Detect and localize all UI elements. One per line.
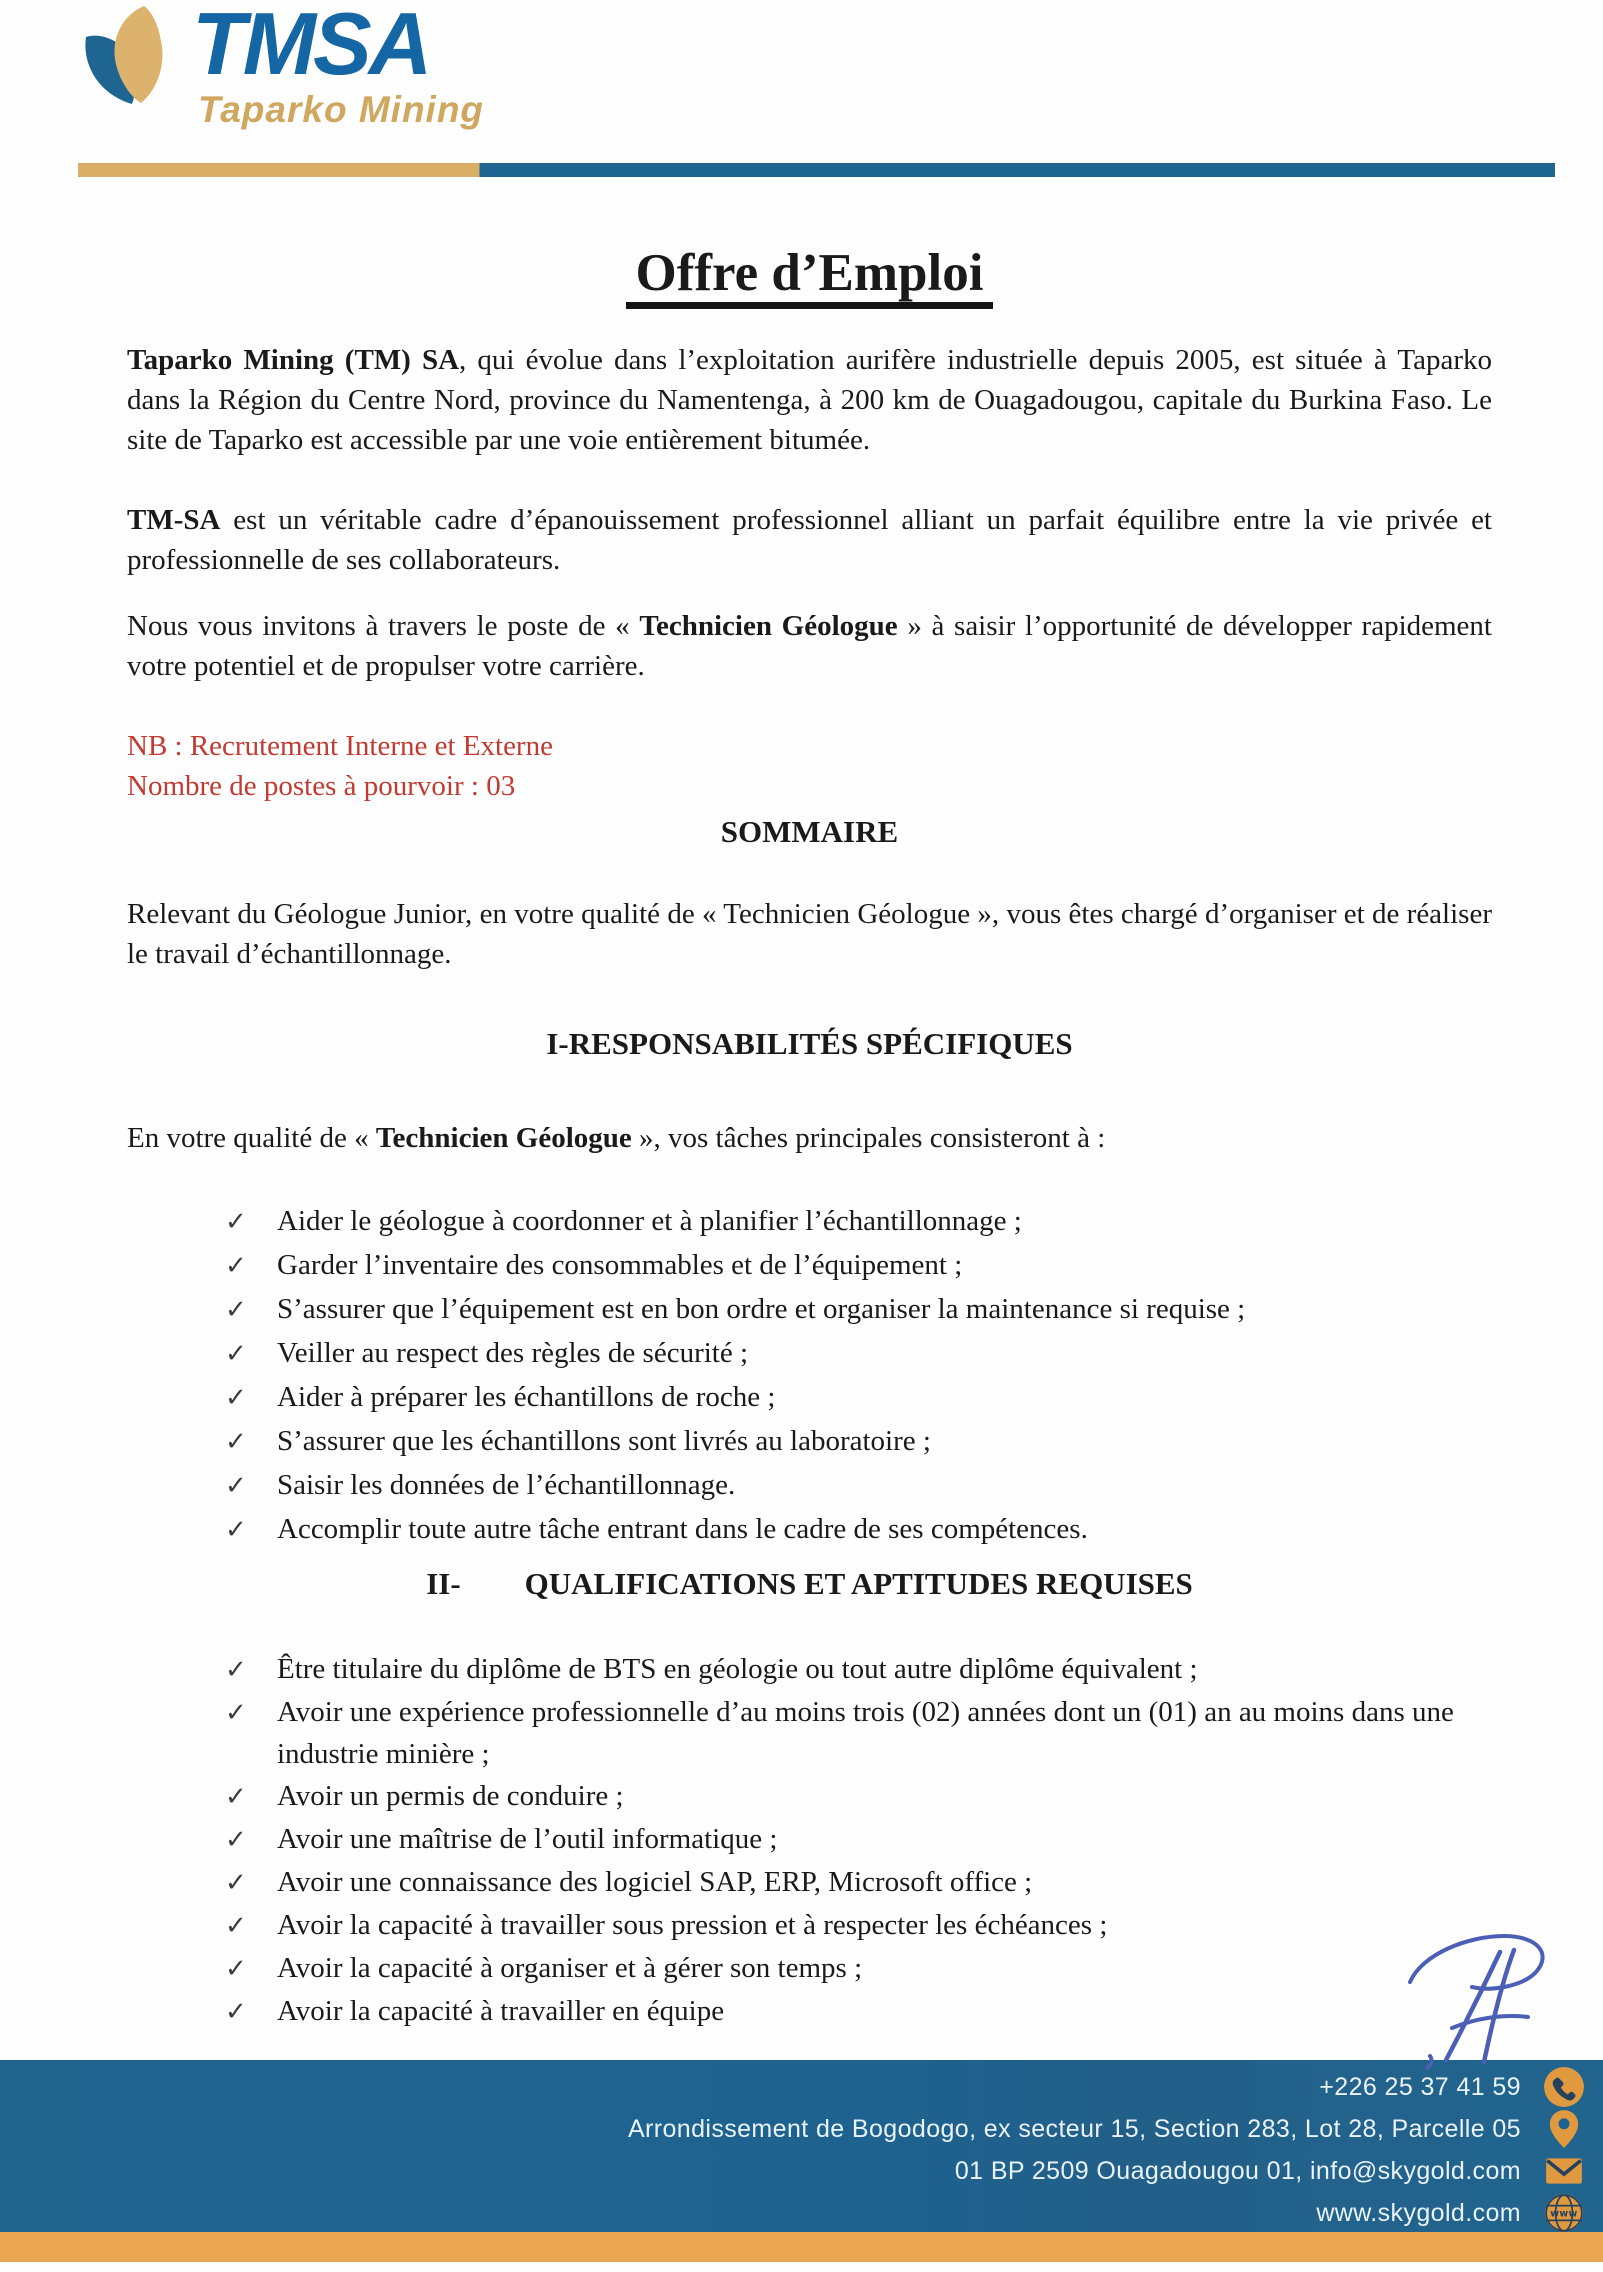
recruitment-note-line2: Nombre de postes à pourvoir : 03 <box>127 770 516 803</box>
footer-contact-bar <box>0 2060 1603 2232</box>
recruitment-note <box>127 726 1492 806</box>
website-label: www.skygold.com <box>1316 2198 1521 2227</box>
intro-paragraph <box>127 340 1492 460</box>
qualification-text: Être titulaire du diplôme de BTS en géologie ou tout autre diplôme équivalent ; <box>277 1653 1198 1686</box>
qualification-item <box>225 1990 1492 2033</box>
check-icon: ✓ <box>225 1655 247 1686</box>
check-icon: ✓ <box>225 1868 247 1899</box>
responsibilities-intro-pre: En votre qualité de « <box>127 1122 376 1155</box>
phone-label: +226 25 37 41 59 <box>1319 2072 1521 2101</box>
task-item <box>225 1288 1492 1332</box>
check-icon: ✓ <box>225 1698 247 1729</box>
qualification-text: Avoir la capacité à travailler sous pression et à respecter les échéances ; <box>277 1909 1108 1942</box>
check-icon: ✓ <box>225 1295 247 1326</box>
mail-icon <box>1543 2150 1585 2192</box>
task-item <box>225 1376 1492 1420</box>
intro-text: , qui évolue dans l’exploitation aurifère industrielle depuis 2005, est située à Taparko dans la Région du Centre Nord, province du Namentenga, à 200 km de Ouagadougou, capitale du Burkina Faso. Le site de Taparko est accessible par une voie entièrement bitumée. <box>127 344 1492 457</box>
footer-address-row <box>0 2108 1603 2150</box>
footer-website-row <box>0 2192 1603 2234</box>
company-name-bold: Taparko Mining (TM) SA <box>127 344 460 377</box>
task-item <box>225 1420 1492 1464</box>
qualification-text: Avoir la capacité à organiser et à gérer son temps ; <box>277 1952 863 1985</box>
qualification-text: Avoir une expérience professionnelle d’au moins trois (02) années dont un (01) an au moins dans une industrie minière ; <box>277 1696 1454 1771</box>
check-icon: ✓ <box>225 1383 247 1414</box>
invitation-post: » à saisir l’opportunité de développer rapidement votre potentiel et de propulser votre carrière. <box>127 610 1492 683</box>
qualification-item <box>225 1861 1492 1904</box>
qualification-item <box>225 1947 1492 1990</box>
invitation-pre: Nous vous invitons à travers le poste de « <box>127 610 640 643</box>
document-body <box>127 240 1492 2033</box>
check-icon: ✓ <box>225 1515 247 1546</box>
task-text: Aider à préparer les échantillons de roche ; <box>277 1381 776 1414</box>
task-item <box>225 1508 1492 1552</box>
sommaire-heading: SOMMAIRE <box>720 814 899 850</box>
task-item <box>225 1464 1492 1508</box>
address-label: Arrondissement de Bogodogo, ex secteur 15, Section 283, Lot 28, Parcelle 05 <box>627 2114 1521 2143</box>
qualification-item <box>225 1691 1492 1775</box>
check-icon: ✓ <box>225 1782 247 1813</box>
footer-gold-bar <box>0 2232 1603 2262</box>
footer-phone-row <box>0 2066 1603 2108</box>
invitation-paragraph <box>127 606 1492 686</box>
responsibilities-intro-post: », vos tâches principales consisteront à : <box>631 1122 1106 1155</box>
qualifications-heading-text: QUALIFICATIONS ET APTITUDES REQUISES <box>524 1566 1193 1602</box>
qualifications-list <box>127 1648 1492 2033</box>
task-text: Accomplir toute autre tâche entrant dans le cadre de ses compétences. <box>277 1513 1088 1546</box>
qualification-text: Avoir une connaissance des logiciel SAP, ERP, Microsoft office ; <box>277 1866 1033 1899</box>
check-icon: ✓ <box>225 1471 247 1502</box>
brand-wordmark: TMSA <box>192 0 430 93</box>
globe-icon <box>1543 2192 1585 2234</box>
globe-www-label: www <box>1550 2208 1578 2220</box>
qualification-item <box>225 1904 1492 1947</box>
position-title-bold2: Technicien Géologue <box>375 1122 632 1155</box>
environment-paragraph <box>127 500 1492 580</box>
recruitment-note-line1: NB : Recrutement Interne et Externe <box>127 730 553 763</box>
company-logo <box>78 0 485 131</box>
check-icon: ✓ <box>225 1825 247 1856</box>
location-icon <box>1543 2108 1585 2150</box>
check-icon: ✓ <box>225 1954 247 1985</box>
check-icon: ✓ <box>225 1997 247 2028</box>
responsibilities-heading: I-RESPONSABILITÉS SPÉCIFIQUES <box>546 1026 1073 1062</box>
check-icon: ✓ <box>225 1911 247 1942</box>
task-item <box>225 1332 1492 1376</box>
task-text: S’assurer que les échantillons sont livrés au laboratoire ; <box>277 1425 931 1458</box>
check-icon: ✓ <box>225 1207 247 1238</box>
qualification-text: Avoir un permis de conduire ; <box>277 1780 624 1813</box>
check-icon: ✓ <box>225 1427 247 1458</box>
environment-text: est un véritable cadre d’épanouissement professionnel alliant un parfait équilibre entre la vie privée et professionnelle de ses collaborateurs. <box>127 504 1492 577</box>
task-text: Veiller au respect des règles de sécurité ; <box>277 1337 749 1370</box>
qualification-item <box>225 1648 1492 1691</box>
responsibilities-intro <box>127 1118 1492 1158</box>
header-rule <box>78 163 1555 177</box>
brand-subtitle: Taparko Mining <box>198 88 485 130</box>
leaf-logo-icon <box>78 4 182 115</box>
task-text: Aider le géologue à coordonner et à planifier l’échantillonnage ; <box>277 1205 1022 1238</box>
check-icon: ✓ <box>225 1339 247 1370</box>
task-item <box>225 1200 1492 1244</box>
sommaire-paragraph: Relevant du Géologue Junior, en votre qualité de « Technicien Géologue », vous êtes chargé d’organiser et de réaliser le travail d’échantillonnage. <box>127 898 1492 971</box>
footer-mail-row <box>0 2150 1603 2192</box>
task-text: Garder l’inventaire des consommables et de l’équipement ; <box>277 1249 963 1282</box>
job-offer-title <box>127 240 1492 306</box>
task-text: Saisir les données de l’échantillonnage. <box>277 1469 736 1502</box>
qualification-text: Avoir une maîtrise de l’outil informatique ; <box>277 1823 778 1856</box>
qualifications-heading <box>127 1564 1492 1604</box>
section-numeral: II- <box>426 1566 461 1602</box>
mail-label: 01 BP 2509 Ouagadougou 01, info@skygold.com <box>954 2156 1521 2185</box>
task-item <box>225 1244 1492 1288</box>
company-abbrev-bold: TM-SA <box>127 504 221 537</box>
qualification-item <box>225 1818 1492 1861</box>
check-icon: ✓ <box>225 1251 247 1282</box>
tasks-list <box>127 1200 1492 1552</box>
job-offer-title-text: Offre d’Emploi <box>626 244 994 309</box>
position-title-bold: Technicien Géologue <box>639 610 898 643</box>
qualification-item <box>225 1775 1492 1818</box>
qualification-text: Avoir la capacité à travailler en équipe <box>277 1995 725 2028</box>
task-text: S’assurer que l’équipement est en bon ordre et organiser la maintenance si requise ; <box>277 1293 1246 1326</box>
